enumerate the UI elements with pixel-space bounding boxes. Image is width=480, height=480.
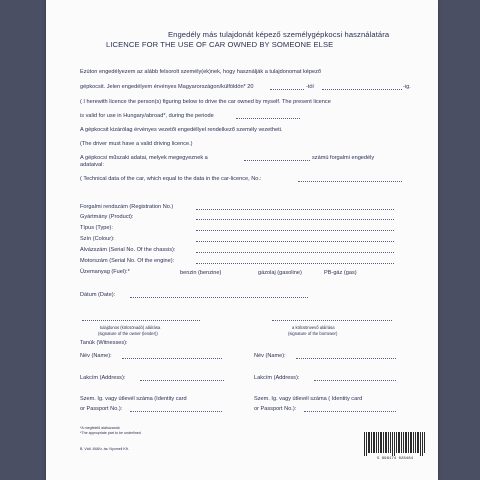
option-fuel-diesel[interactable]: gázolaj (gasoline) (258, 270, 302, 276)
field-witness2-id[interactable] (304, 411, 396, 412)
title-hungarian: Engedély más tulajdonát képező személygépkocsi használatára (168, 30, 390, 39)
text-line-7a: A gépkocsi műszaki adatai, melyek megegyeznek a (80, 155, 208, 161)
text-line-7b: számú forgalmi engedély (312, 155, 375, 161)
caption-borrower-hu: a kölcsönvevő aláírása (292, 325, 335, 330)
field-engine[interactable] (196, 263, 394, 264)
text-line-6: (The driver must have a valid driving licence.) (80, 141, 193, 147)
label-witness2-address: Lakcím (Address): (254, 375, 300, 381)
label-chassis: Alvázszám (Serial No. Of the chassis): (80, 247, 176, 253)
text-line-2b: -tól (306, 84, 314, 90)
label-witness2-id-2: or Passport No.): (254, 406, 297, 412)
label-witness1-address: Lakcím (Address): (80, 375, 126, 381)
label-fuel: Üzemanyag (Fuel):* (80, 269, 130, 275)
field-witness1-name[interactable] (122, 358, 222, 359)
label-witness2-name: Név (Name): (254, 353, 286, 359)
title-english: LICENCE FOR THE USE OF CAR OWNED BY SOMEONE ELSE (106, 40, 334, 49)
text-line-8: adataival: (80, 162, 104, 168)
caption-borrower-en: (signature of the borrower) (288, 331, 338, 336)
label-witness1-id-1: Szem. Ig. vagy útlevél száma (Identity card (80, 396, 187, 402)
field-date-until[interactable] (322, 89, 402, 90)
field-witness2-name[interactable] (296, 358, 396, 359)
form-code: B. Vált. 848/ú. ás: Nyomell Kft. (80, 447, 129, 451)
barcode-number: 5 998174 028484 (376, 457, 413, 461)
field-signature-lender[interactable] (82, 320, 200, 321)
text-line-2a: gépkocsit. Jelen engedélyem érvényes Magyarországon/külföldön* 20 (80, 84, 254, 90)
field-registration[interactable] (196, 209, 394, 210)
field-witness2-address[interactable] (314, 380, 396, 381)
text-line-9: ( Technical data of the car, which equal to the data in the car-licence, No.: (80, 176, 262, 182)
field-colour[interactable] (196, 241, 394, 242)
field-period[interactable] (236, 118, 300, 119)
option-fuel-lpg[interactable]: PB-gáz (gas) (324, 270, 357, 276)
field-car-licence-no[interactable] (298, 181, 402, 182)
label-engine: Motorszám (Serial No. Of the engine): (80, 258, 175, 264)
footnote-en: *The appropriate part to be underlined (80, 431, 141, 435)
label-type: Típus (Type): (80, 225, 113, 231)
field-type[interactable] (196, 230, 394, 231)
field-year-from[interactable] (270, 89, 304, 90)
label-witness2-id-1: Szem. Ig. vagy útlevél száma ( Identity card (254, 396, 363, 402)
caption-lender-en: (signature of the owner (lender)) (98, 331, 158, 336)
label-witness1-name: Név (Name): (80, 353, 112, 359)
label-registration: Forgalmi rendszám (Registration No.) (80, 204, 174, 210)
text-line-4: is valid for use in Hungary/abroad*, during the periode (80, 113, 214, 119)
label-colour: Szín (Colour): (80, 236, 115, 242)
field-witness1-address[interactable] (140, 380, 224, 381)
field-signature-borrower[interactable] (272, 320, 392, 321)
label-date: Dátum (Date): (80, 292, 116, 298)
text-line-2c: -ig. (403, 84, 411, 90)
field-licence-number[interactable] (244, 160, 310, 161)
footnote-hu: *A megfelelő aláhúzandó (80, 426, 120, 430)
label-witness1-id-2: or Passport No.): (80, 406, 123, 412)
text-line-1: Ezúton engedélyezem az alább felsorolt személy(ek)nek, hogy használják a tulajdonomat képező (80, 69, 321, 75)
caption-lender-hu: tulajdonos (kölcsönadó) aláírása (100, 325, 161, 330)
label-make: Gyártmány (Product): (80, 214, 134, 220)
witnesses-heading: Tanúk (Witnesses): (80, 340, 128, 346)
field-date[interactable] (130, 297, 308, 298)
text-line-3: ( I herewith licence the person(s) figuring below to drive the car owned by myself. The present licence (80, 99, 331, 105)
barcode (364, 432, 426, 462)
field-make[interactable] (196, 219, 394, 220)
field-chassis[interactable] (196, 252, 394, 253)
option-fuel-petrol[interactable]: benzin (benzine) (180, 270, 222, 276)
form-sheet (46, 0, 438, 480)
field-witness1-id[interactable] (130, 411, 222, 412)
text-line-5: A gépkocsit kizárólag érvényes vezetői engedéllyel rendelkező személy vezetheti. (80, 127, 283, 133)
barcode-bars (364, 432, 426, 456)
